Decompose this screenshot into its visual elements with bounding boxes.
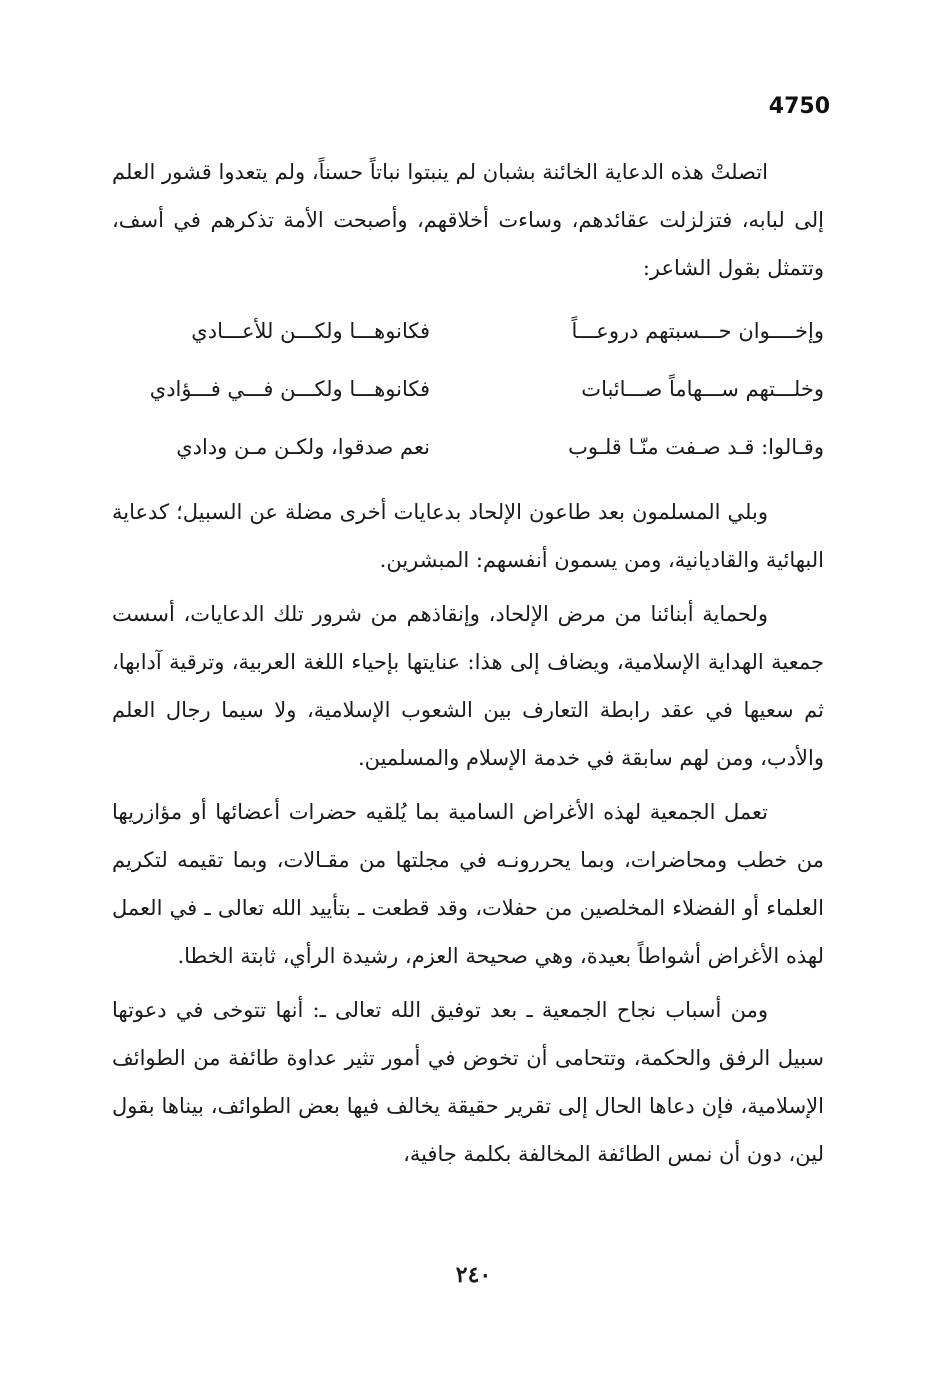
main-text (112, 148, 824, 1178)
paragraph-intro: اتصلتْ هذه الدعاية الخائنة بشبان لم ينبتوا نباتاً حسناً، ولم يتعدوا قشور العلم إلى لبابه، فتزلزلت عقائدهم، وساءت أخلاقهم، وأصبحت الأمة تذكرهم في أسف، وتتمثل بقول الشاعر: (112, 160, 824, 280)
verse-second-half: نعم صدقوا، ولكـن مـن ودادي (176, 435, 430, 459)
verse-second-half: فكانوهـــا ولكـــن فـــي فـــؤادي (149, 377, 430, 401)
verse-first-half: وقـالوا: قـد صـفت منّـا قلـوب (568, 435, 824, 459)
poem-verse (112, 418, 824, 476)
poem (112, 302, 824, 476)
verse-second-half: فكانوهـــا ولكـــن للأعـــادي (191, 319, 430, 343)
paragraph-society-work: تعمل الجمعية لهذه الأغراض السامية بما يُلقيه حضرات أعضائها أو مؤازريها من خطب ومحاضرات، وبما يحررونـه في مجلتها من مقـالات، وبما تقيمه لتكريم العلماء أو الفضلاء المخلصين من حفلات، وقد قطعت ـ بتأييد الله تعالى ـ في العمل لهذه الأغراض أشواطاً بعيدة، وهي صحيحة العزم، رشيدة الرأي، ثابتة الخطا. (112, 800, 824, 968)
paragraph-other-propaganda: وبلي المسلمون بعد طاعون الإلحاد بدعايات أخرى مضلة عن السبيل؛ كدعاية البهائية والقاديانية، ومن يسمون أنفسهم: المبشرين. (112, 500, 824, 572)
page-reference-number: 4750 (768, 94, 830, 119)
paragraph-society-success: ومن أسباب نجاح الجمعية ـ بعد توفيق الله تعالى ـ: أنها تتوخى في دعوتها سبيل الرفق والحكمة، وتتحامى أن تخوض في أمور تثير عداوة طائفة من الطوائف الإسلامية، فإن دعاها الحال إلى تقرير حقيقة يخالف فيها بعض الطوائف، بيناها بقول لين، دون أن نمس الطائفة المخالفة بكلمة جافية، (112, 998, 824, 1166)
poem-verse (112, 302, 824, 360)
poem-verse (112, 360, 824, 418)
paragraph-society-founding: ولحماية أبنائنا من مرض الإلحاد، وإنقاذهم من شرور تلك الدعايات، أسست جمعية الهداية الإسلامية، ويضاف إلى هذا: عنايتها بإحياء اللغة العربية، وترقية آدابها، ثم سعيها في عقد رابطة التعارف بين الشعوب الإسلامية، ولا سيما رجال العلم والأدب، ومن لهم سابقة في خدمة الإسلام والمسلمين. (112, 602, 824, 770)
verse-first-half: وإخــــوان حـــسبتهم دروعـــاً (571, 319, 824, 343)
verse-first-half: وخلـــتهم ســـهاماً صـــائبات (581, 377, 824, 401)
page-number: ٢٤٠ (455, 1262, 492, 1288)
